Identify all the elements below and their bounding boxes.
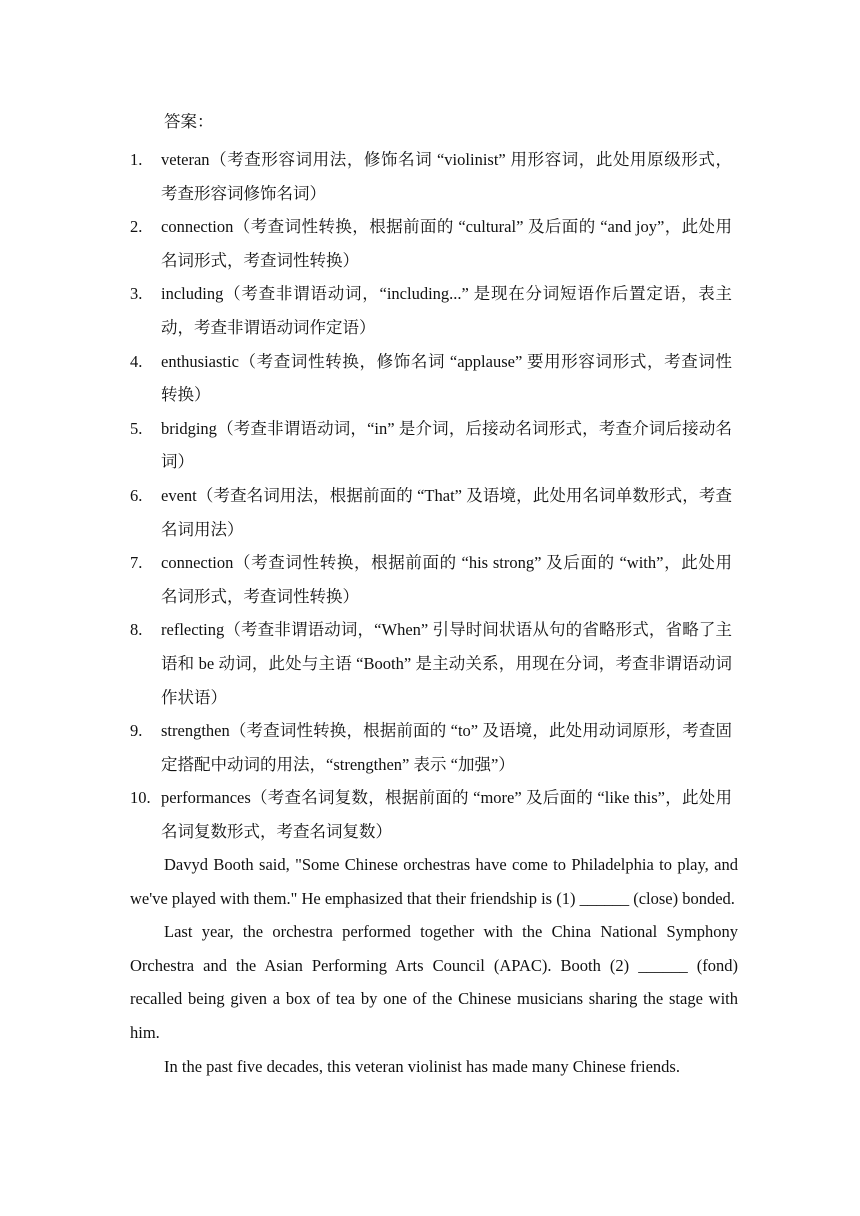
answer-number: 5. bbox=[130, 418, 143, 438]
answer-list bbox=[130, 143, 732, 848]
answer-text: including（考查非谓语动词，“including...” 是现在分词短语作后置定语，表主动，考查非谓语动词作定语） bbox=[161, 284, 732, 337]
answer-number: 2. bbox=[130, 217, 143, 237]
answer-number: 10. bbox=[130, 788, 151, 808]
answer-item bbox=[130, 210, 732, 277]
answer-item bbox=[130, 277, 732, 344]
answer-item bbox=[130, 412, 732, 479]
passage-paragraph: In the past five decades, this veteran violinist has made many Chinese friends. bbox=[164, 1056, 680, 1076]
answer-item bbox=[130, 143, 732, 210]
answer-number: 1. bbox=[130, 150, 143, 169]
reading-passage bbox=[130, 848, 738, 1083]
answer-number: 9. bbox=[130, 721, 143, 741]
answer-item bbox=[130, 546, 732, 613]
answer-text: performances（考查名词复数，根据前面的 “more” 及后面的 “like this”，此处用名词复数形式，考查名词复数） bbox=[161, 788, 732, 841]
answer-text: connection（考查词性转换，根据前面的 “cultural” 及后面的 “and joy”，此处用名词形式，考查词性转换） bbox=[161, 217, 732, 270]
answer-text: reflecting（考查非谓语动词，“When” 引导时间状语从句的省略形式，省略了主语和 be 动词，此处与主语 “Booth” 是主动关系，用现在分词，考查非谓语动词作状语） bbox=[161, 620, 732, 707]
answer-number: 8. bbox=[130, 620, 143, 640]
answer-number: 3. bbox=[130, 284, 143, 304]
answer-text: strengthen（考查词性转换，根据前面的 “to” 及语境，此处用动词原形，考查固定搭配中动词的用法，“strengthen” 表示 “加强”） bbox=[161, 721, 732, 774]
answer-heading: 答案： bbox=[164, 112, 214, 131]
answer-item bbox=[130, 714, 732, 781]
answer-number: 7. bbox=[130, 553, 143, 573]
answer-text: enthusiastic（考查词性转换，修饰名词 “applause” 要用形容词形式，考查词性转换） bbox=[161, 351, 732, 405]
answer-item bbox=[130, 613, 732, 714]
answer-text: veteran（考查形容词用法，修饰名词 “violinist” 用形容词，此处用原级形式，考查形容词修饰名词） bbox=[161, 150, 732, 203]
answer-item bbox=[130, 479, 732, 546]
answer-item bbox=[130, 781, 732, 848]
answer-text: event（考查名词用法，根据前面的 “That” 及语境，此处用名词单数形式，考查名词用法） bbox=[161, 485, 732, 539]
answer-text: bridging（考查非谓语动词，“in” 是介词，后接动名词形式，考查介词后接动名词） bbox=[161, 418, 732, 472]
answer-number: 4. bbox=[130, 351, 143, 371]
passage-paragraph: Last year, the orchestra performed together with the China National Symphony Orchestra and the Asian Performing Arts Council (APAC). Booth (2) ______ (fond) recalled being given a box of tea by one of the Chinese musicians sharing the stage with him. bbox=[130, 922, 738, 1042]
answer-item bbox=[130, 345, 732, 412]
answer-text: connection（考查词性转换，根据前面的 “his strong” 及后面的 “with”，此处用名词形式，考查词性转换） bbox=[161, 553, 732, 606]
answer-number: 6. bbox=[130, 485, 143, 505]
passage-paragraph: Davyd Booth said, "Some Chinese orchestras have come to Philadelphia to play, and we've played with them." He emphasized that their friendship is (1) ______ (close) bonded. bbox=[130, 855, 738, 908]
